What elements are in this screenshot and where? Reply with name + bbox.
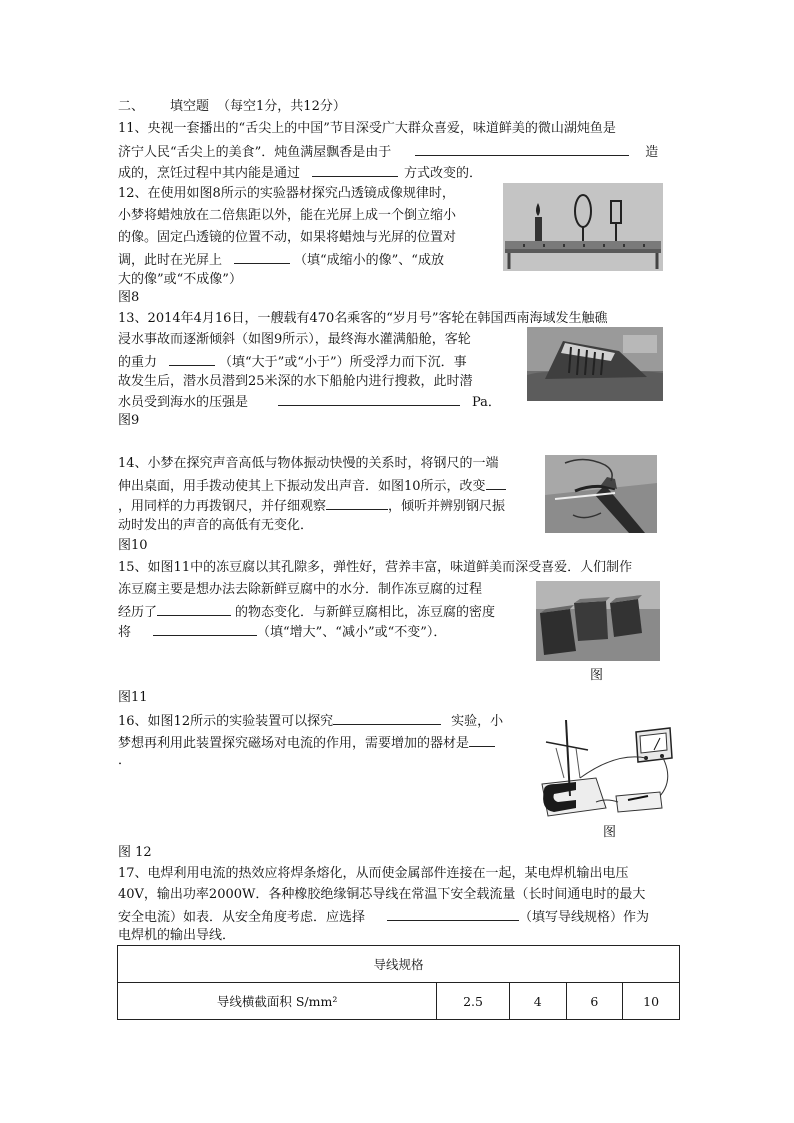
- electromagnetic-apparatus-illustration: [536, 712, 678, 824]
- figure-10-caption: 图10: [118, 538, 148, 553]
- q12-line3: 的像。固定凸透镜的位置不动，如果将蜡烛与光屏的位置对: [118, 230, 457, 245]
- table-cell: 6: [566, 983, 623, 1020]
- figure-12-caption: 图 12: [118, 845, 152, 860]
- q11-text: 成的，烹饪过程中其内能是通过: [118, 166, 301, 181]
- table-row: [118, 983, 680, 1020]
- q14-text: ，用同样的力再拨钢尺，并仔细观察: [118, 499, 327, 514]
- q11-line1: 11、央视一套播出的“舌尖上的中国”节目深受广大群众喜爱，味道鲜美的微山湖炖鱼是: [118, 121, 616, 136]
- table-cell: 2.5: [437, 983, 510, 1020]
- q11-text: 造: [645, 145, 659, 160]
- q17-text: （填写导线规格）作为: [519, 910, 650, 925]
- optical-bench-illustration: [503, 183, 663, 271]
- table-cell: 4: [509, 983, 566, 1020]
- figure-9-image: [527, 327, 663, 401]
- q15-text: 将: [118, 625, 132, 640]
- q12-line5: 大的像”或“不成像”）: [118, 272, 242, 287]
- answer-blank[interactable]: [234, 251, 290, 264]
- q17-text: 安全电流）如表．从安全角度考虑．应选择: [118, 910, 366, 925]
- figure-11-image: [536, 581, 660, 661]
- q17-line3: [118, 908, 649, 926]
- table-cell: 10: [623, 983, 680, 1020]
- answer-blank[interactable]: [312, 164, 398, 177]
- q13-line5: [118, 393, 501, 411]
- figure-8-caption: 图8: [118, 290, 140, 305]
- table-title: 导线规格: [118, 946, 680, 983]
- q11-line3: [118, 164, 482, 182]
- answer-blank[interactable]: [486, 477, 506, 490]
- section-number: 二、: [118, 99, 145, 114]
- figure-12-image-caption: 图: [603, 825, 617, 840]
- q13-text: （填“大于”或“小于”）所受浮力而下沉．事: [219, 355, 467, 370]
- q13-text: Pa．: [472, 395, 501, 410]
- q11-line2: [118, 143, 658, 161]
- q14-line3: [118, 497, 505, 515]
- q14-line1: 14、小梦在探究声音高低与物体振动快慢的关系时，将钢尺的一端: [118, 456, 499, 471]
- answer-blank[interactable]: [333, 712, 441, 725]
- q14-text: ，倾听并辨别钢尺振: [388, 499, 506, 514]
- table-header-row: [118, 946, 680, 983]
- q13-text: 水员受到海水的压强是: [118, 395, 249, 410]
- answer-blank[interactable]: [153, 623, 257, 636]
- q15-text: 的物态变化．与新鲜豆腐相比，冻豆腐的密度: [235, 605, 496, 620]
- answer-blank[interactable]: [415, 143, 629, 156]
- q15-line4: [118, 623, 446, 641]
- figure-10-image: [545, 455, 657, 533]
- figure-11-caption: 图11: [118, 690, 148, 705]
- section-title: 填空题: [170, 99, 210, 114]
- figure-11-image-caption: 图: [590, 668, 604, 683]
- q16-text: 梦想再利用此装置探究磁场对电流的作用，需要增加的器材是: [118, 736, 470, 751]
- q16-line3: ．: [118, 753, 132, 768]
- q17-line2: 40V，输出功率2000W．各种橡胶绝缘铜芯导线在常温下安全载流量（长时间通电时的最大: [118, 887, 646, 902]
- q13-line4: 故发生后，潜水员潜到25米深的水下船舱内进行搜救，此时潜: [118, 374, 473, 389]
- frozen-tofu-illustration: [536, 581, 660, 661]
- q14-line4: 动时发出的声音的高低有无变化．: [118, 518, 314, 533]
- q14-line2: [118, 477, 506, 495]
- q12-text: 调，此时在光屏上: [118, 253, 223, 268]
- q15-line3: [118, 603, 495, 621]
- q13-text: 的重力: [118, 355, 158, 370]
- answer-blank[interactable]: [169, 353, 215, 366]
- wire-spec-table: [117, 945, 680, 1020]
- q17-line4: 电焊机的输出导线．: [118, 928, 236, 943]
- q11-text: 济宁人民“舌尖上的美食”．炖鱼满屋飘香是由于: [118, 145, 392, 160]
- q12-line4: [118, 251, 444, 269]
- q15-line2: 冻豆腐主要是想办法去除新鲜豆腐中的水分．制作冻豆腐的过程: [118, 582, 483, 597]
- q13-line2: 浸水事故而逐渐倾斜（如图9所示），最终海水灌满船舱，客轮: [118, 332, 471, 347]
- ship-illustration: [527, 327, 663, 401]
- q14-text: 伸出桌面，用手拨动使其上下振动发出声音．如图10所示，改变: [118, 479, 486, 494]
- q12-line1: 12、在使用如图8所示的实验器材探究凸透镜成像规律时，: [118, 186, 455, 201]
- q12-line2: 小梦将蜡烛放在二倍焦距以外，能在光屏上成一个倒立缩小: [118, 208, 457, 223]
- answer-blank[interactable]: [326, 497, 388, 510]
- section-note: （每空1分，共12分）: [217, 99, 346, 114]
- q16-text: 实验，小: [451, 714, 504, 729]
- section-header: [118, 99, 346, 115]
- answer-blank[interactable]: [469, 734, 495, 747]
- steel-ruler-illustration: [545, 455, 657, 533]
- q17-line1: 17、电焊利用电流的热效应将焊条熔化，从而使金属部件连接在一起，某电焊机输出电压: [118, 866, 629, 881]
- q15-text: （填“增大”、“减小”或“不变”）．: [257, 625, 447, 640]
- q12-text: （填“成缩小的像”、“成放: [294, 253, 444, 268]
- table-row-label: 导线横截面积 S/mm²: [118, 983, 437, 1020]
- answer-blank[interactable]: [157, 603, 231, 616]
- q16-line2: [118, 734, 495, 752]
- figure-12-image: [536, 712, 678, 824]
- q16-text: 16、如图12所示的实验装置可以探究: [118, 714, 334, 729]
- figure-8-image: [503, 183, 663, 271]
- q13-line3: [118, 353, 467, 371]
- figure-9-caption: 图9: [118, 413, 140, 428]
- q16-line1: [118, 712, 503, 730]
- answer-blank[interactable]: [278, 393, 460, 406]
- q11-text: 方式改变的．: [404, 166, 483, 181]
- q15-line1: 15、如图11中的冻豆腐以其孔隙多，弹性好，营养丰富，味道鲜美而深受喜爱．人们制作: [118, 560, 633, 575]
- answer-blank[interactable]: [387, 908, 519, 921]
- q15-text: 经历了: [118, 605, 158, 620]
- q13-line1: 13、2014年4月16日，一艘载有470名乘客的“岁月号”客轮在韩国西南海域发生触礁: [118, 311, 608, 326]
